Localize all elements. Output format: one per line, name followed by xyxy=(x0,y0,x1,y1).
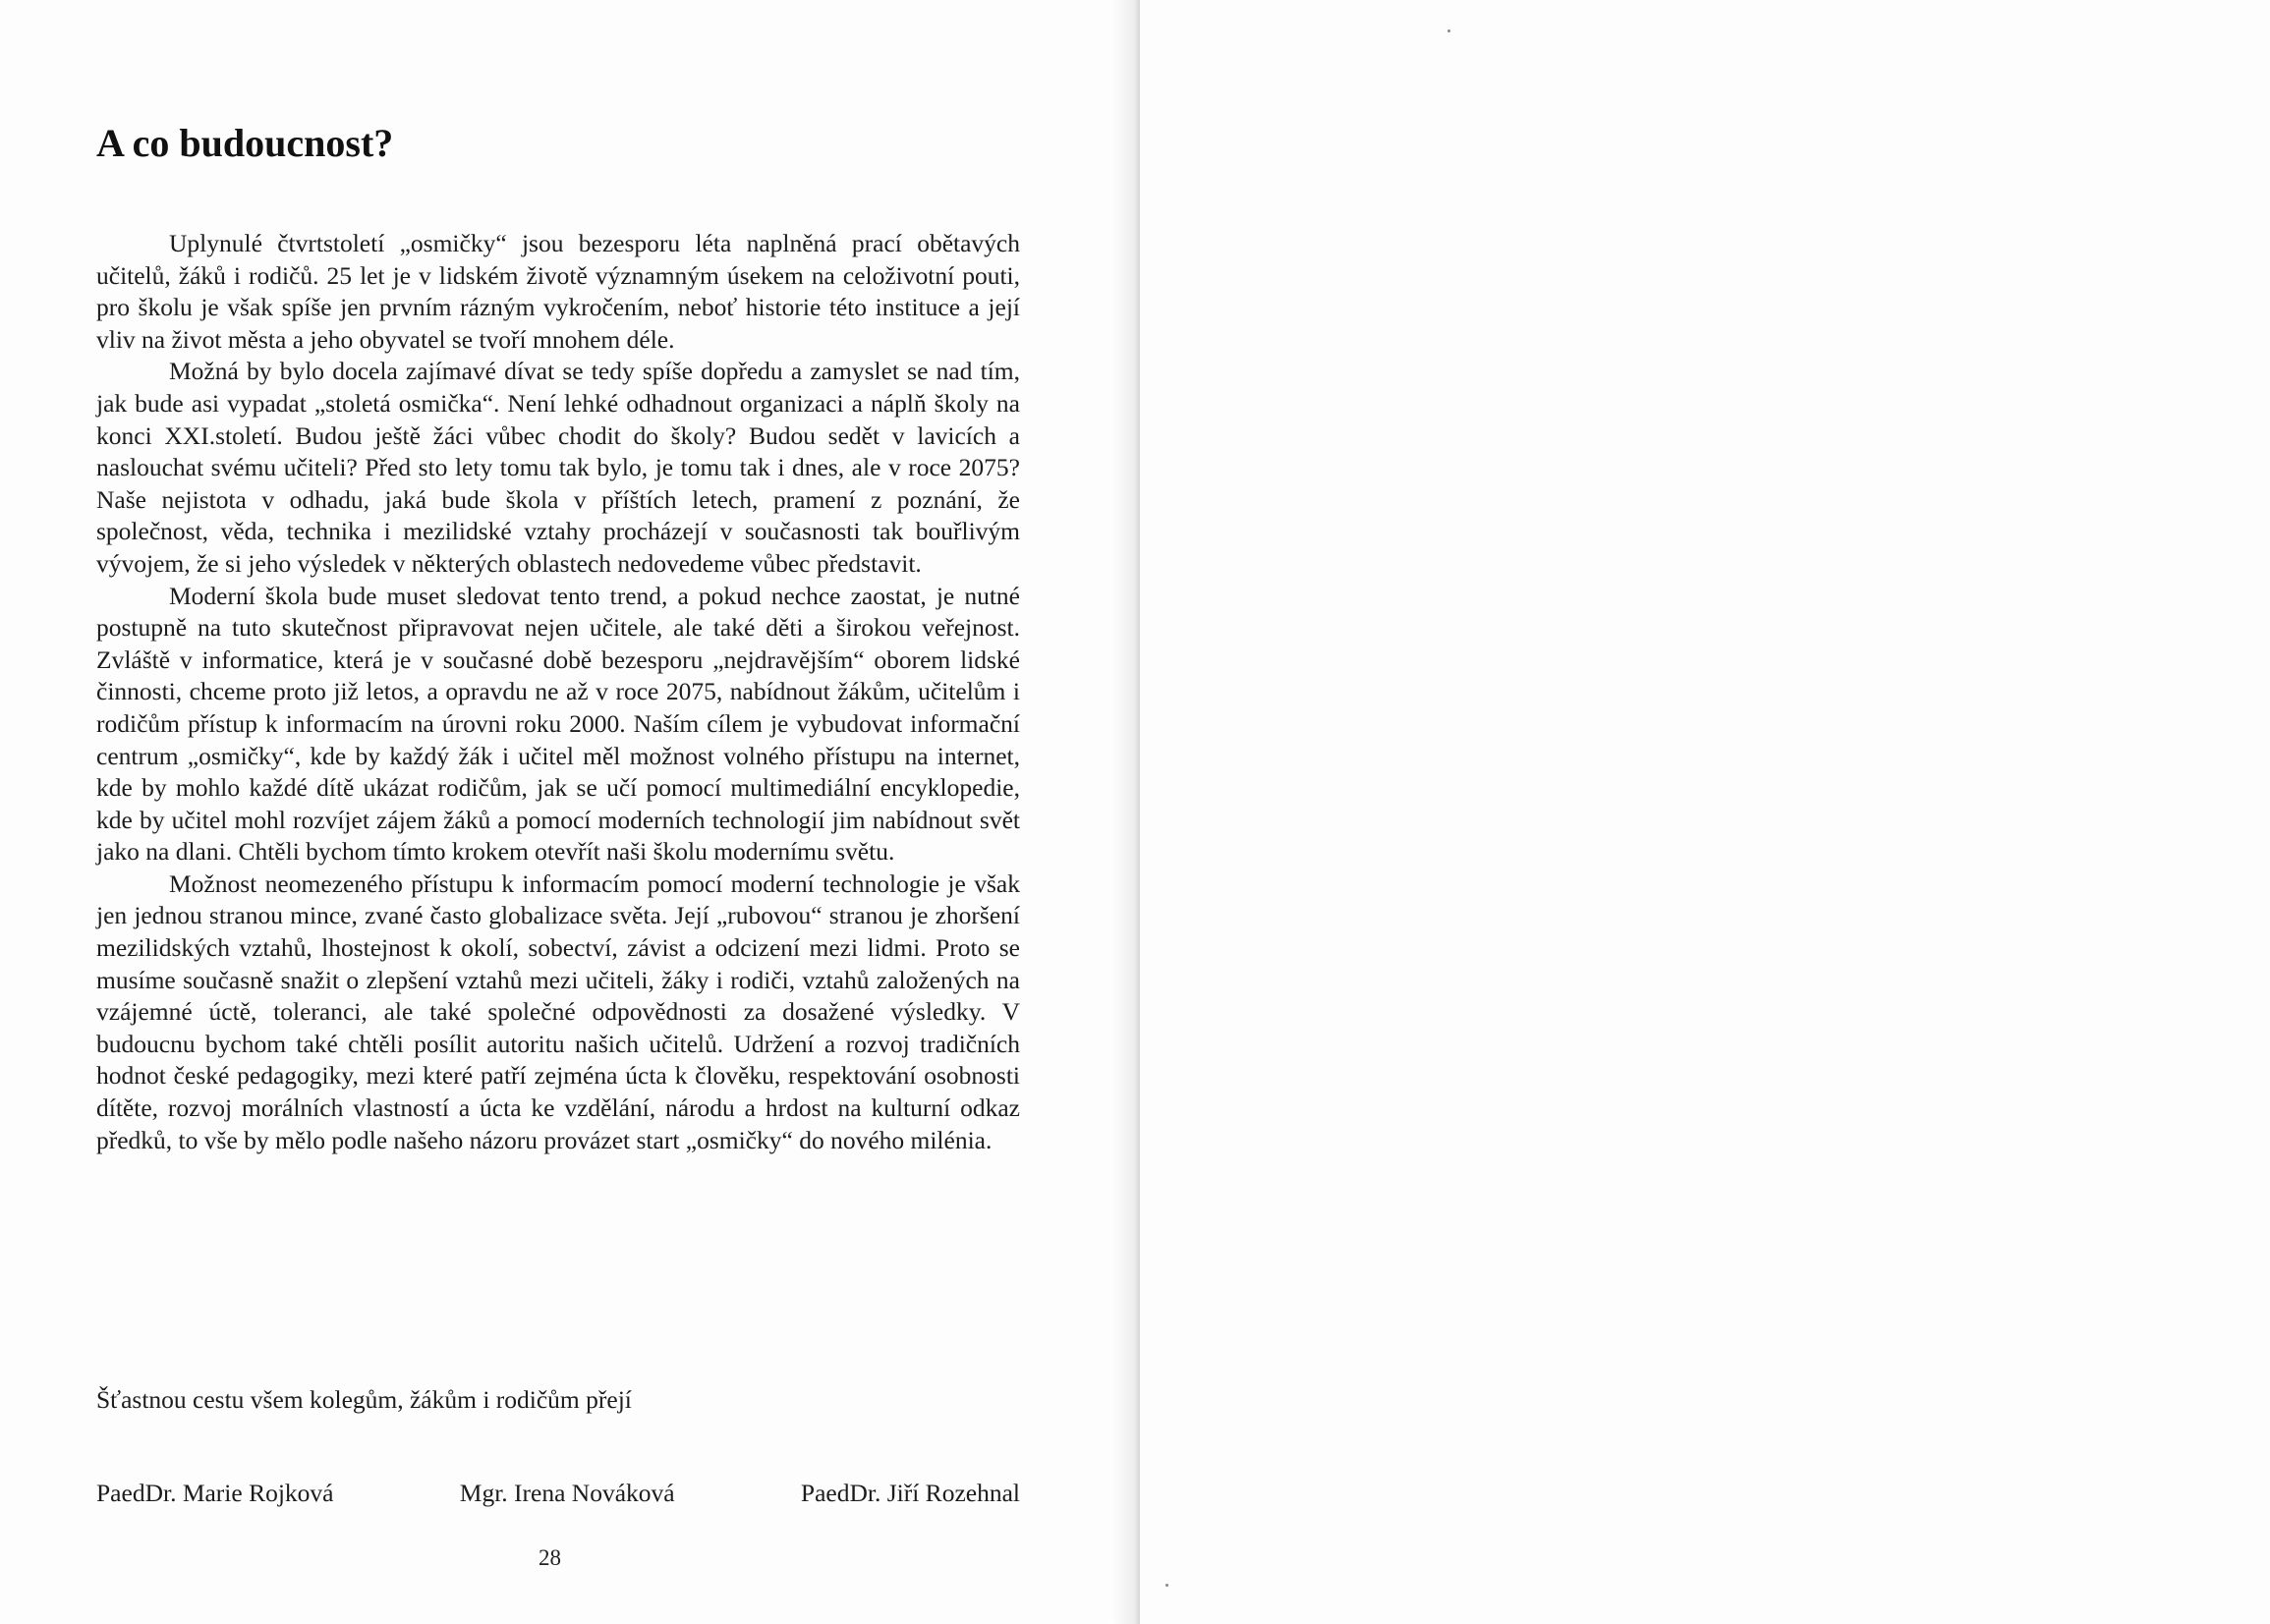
right-page xyxy=(1140,0,2270,1624)
left-page-title: A co budoucnost? xyxy=(96,121,394,165)
signature-deputy-2: PaedDr. Jiří Rozehnal xyxy=(800,1479,1020,1507)
article-paragraph: Možná by bylo docela zajímavé dívat se tedy spíše dopředu a zamyslet se nad tím, jak bude asi vypadat „stoletá osmička“. Není lehké odhadnout organizaci a náplň školy na konci XXI.století. Budou ještě žáci vůbec chodit do školy? Budou sedět v lavicích a naslouchat svému učiteli? Před sto lety tomu tak bylo, je tomu tak i dnes, ale v roce 2075? Naše nejistota v odhadu, jaká bude škola v příštích letech, pramení z poznání, že společnost, věda, technika i mezilidské vztahy procházejí v současnosti tak bouřlivým vývojem, že si jeho výsledek v některých oblastech nedovedeme vůbec představit. xyxy=(96,357,1020,578)
closing-greeting: Šťastnou cestu všem kolegům, žákům i rodičům přejí xyxy=(96,1385,632,1414)
article-paragraph: Uplynulé čtvrtstoletí „osmičky“ jsou bezesporu léta naplněná prací obětavých učitelů, žáků i rodičů. 25 let je v lidském životě významným úsekem na celoživotní pouti, pro školu je však spíše jen prvním rázným vykročením, neboť historie této instituce a její vliv na život města a jeho obyvatel se tvoří mnohem déle. xyxy=(96,229,1020,354)
scan-speck xyxy=(1165,1584,1168,1587)
scan-speck xyxy=(1447,29,1450,32)
page-number-left: 28 xyxy=(539,1545,561,1570)
left-page xyxy=(0,0,1130,1624)
signature-row xyxy=(96,1479,1020,1508)
article-body xyxy=(96,228,1020,1156)
signature-deputy-1: Mgr. Irena Nováková xyxy=(459,1479,675,1507)
signature-director: PaedDr. Marie Rojková xyxy=(96,1479,334,1507)
article-paragraph: Moderní škola bude muset sledovat tento trend, a pokud nechce zaostat, je nutné postupně na tuto skutečnost připravovat nejen učitele, ale také děti a širokou veřejnost. Zvláště v informatice, která je v současné době bezesporu „nejdravějším“ oborem lidské činnosti, chceme proto již letos, a opravdu ne až v roce 2075, nabídnout žákům, učitelům i rodičům přístup k informacím na úrovni roku 2000. Naším cílem je vybudovat informační centrum „osmičky“, kde by každý žák i učitel měl možnost volného přístupu na internet, kde by mohlo každé dítě ukázat rodičům, jak se učí pomocí multimediální encyklopedie, kde by učitel mohl rozvíjet zájem žáků a pomocí moderních technologií jim nabídnout svět jako na dlani. Chtěli bychom tímto krokem otevřít naši školu modernímu světu. xyxy=(96,581,1020,867)
article-paragraph: Možnost neomezeného přístupu k informacím pomocí moderní technologie je však jen jednou stranou mince, zvané často globalizace světa. Její „rubovou“ stranou je zhoršení mezilidských vztahů, lhostejnost k okolí, sobectví, závist a odcizení mezi lidmi. Proto se musíme současně snažit o zlepšení vztahů mezi učiteli, žáky i rodiči, vztahů založených na vzájemné úctě, toleranci, ale také společné odpovědnosti za dosažené výsledky. V budoucnu bychom také chtěli posílit autoritu našich učitelů. Udržení a rozvoj tradičních hodnot české pedagogiky, mezi které patří zejména úcta k člověku, respektování osobnosti dítěte, rozvoj morálních vlastností a úcta ke vzdělání, národu a hrdost na kulturní odkaz předků, to vše by mělo podle našeho názoru provázet start „osmičky“ do nového milénia. xyxy=(96,868,1020,1154)
